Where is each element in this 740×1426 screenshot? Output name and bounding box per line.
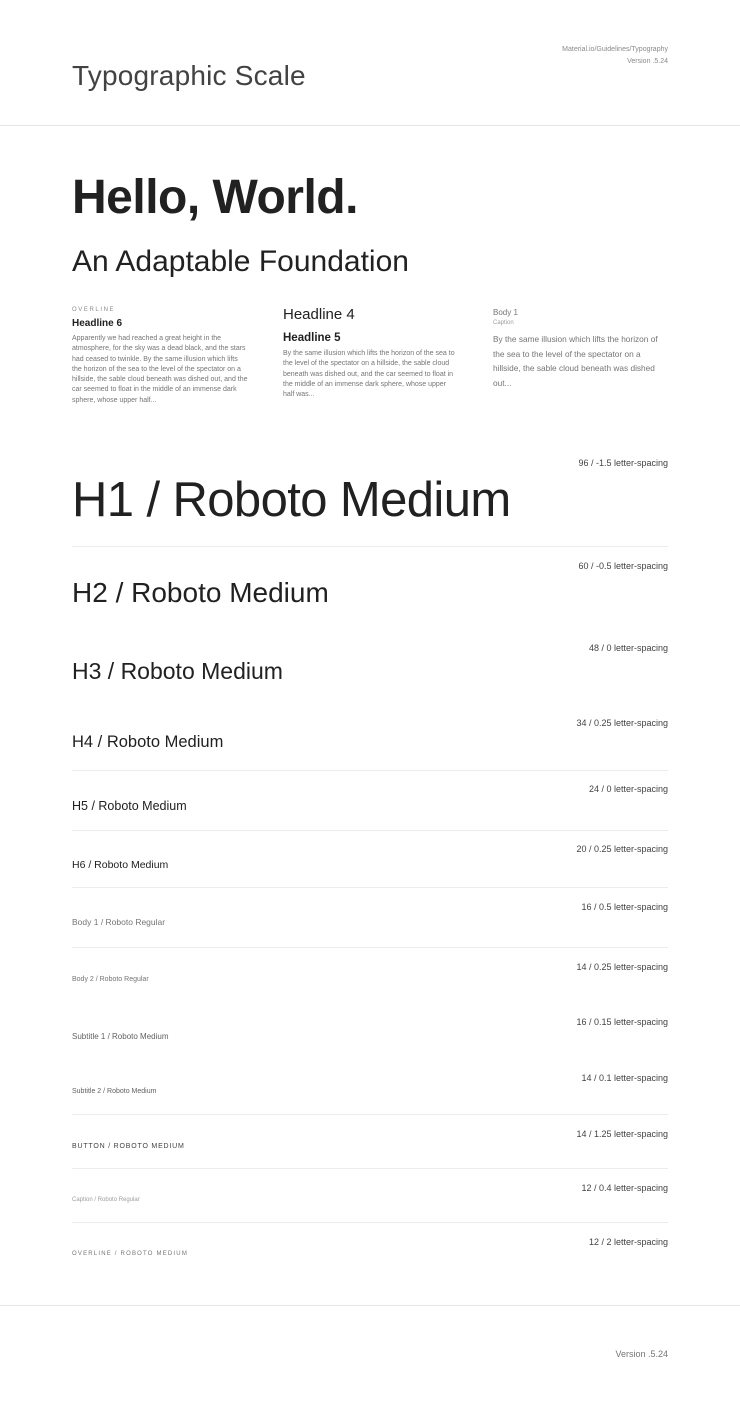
hero-headline: Hello, World.: [72, 171, 358, 224]
scale-sample-body2: Body 2 / Roboto Regular: [72, 976, 149, 983]
scale-row-subtitle1: [72, 1017, 668, 1057]
scale-sample-h6: H6 / Roboto Medium: [72, 859, 169, 871]
scale-row-body2: [72, 962, 668, 1002]
body-1-label: Body 1: [493, 308, 518, 317]
scale-spec: 96 / -1.5 letter-spacing: [578, 458, 668, 468]
headline-6-label: Headline 6: [72, 318, 123, 329]
scale-spec: 34 / 0.25 letter-spacing: [576, 718, 668, 728]
scale-sample-h4: H4 / Roboto Medium: [72, 733, 224, 751]
header-meta-url: Material.io/Guidelines/Typography: [562, 46, 668, 53]
scale-row-h3: [72, 643, 668, 693]
footer-version: Version .5.24: [615, 1349, 668, 1359]
scale-row-subtitle2: [72, 1073, 668, 1113]
scale-sample-h3: H3 / Roboto Medium: [72, 658, 283, 684]
scale-sample-body1: Body 1 / Roboto Regular: [72, 917, 166, 927]
scale-row-h4: [72, 718, 668, 763]
scale-spec: 14 / 0.25 letter-spacing: [576, 962, 668, 972]
headline-5-label: Headline 5: [283, 332, 341, 344]
scale-sample-caption: Caption / Roboto Regular: [72, 1197, 140, 1203]
page-title: Typographic Scale: [72, 60, 306, 91]
header-meta: [562, 44, 668, 68]
headline-4-label: Headline 4: [283, 306, 355, 323]
scale-sample-h5: H5 / Roboto Medium: [72, 799, 187, 813]
scale-spec: 24 / 0 letter-spacing: [588, 784, 668, 794]
scale-spec: 14 / 1.25 letter-spacing: [576, 1129, 668, 1139]
header-meta-version: Version .5.24: [627, 58, 668, 65]
scale-row-overline: [72, 1237, 668, 1277]
sample-paragraph-1: Apparently we had reached a great height in the atmosphere, for the sky was a dead black, and the stars had ceased to twinkle. By the same illusion which lifts the horizon of the sea to the level of the spectator on a hillside, the sable cloud beneath was dished out, and the car seemed to float in the middle of an immense dark sphere, whose upper half...: [72, 335, 248, 404]
scale-spec: 48 / 0 letter-spacing: [588, 643, 668, 653]
divider: [72, 546, 668, 547]
scale-row-h5: [72, 784, 668, 824]
overline-label: OVERLINE: [72, 307, 116, 313]
divider: [72, 770, 668, 771]
scale-spec: 16 / 0.15 letter-spacing: [576, 1017, 668, 1027]
sample-column-2: [283, 305, 459, 400]
divider: [72, 887, 668, 888]
sample-column-1: [72, 305, 248, 406]
sample-paragraph-3: By the same illusion which lifts the horizon of the sea to the level of the spectator on a hillside, the sable cloud beneath was dished out...: [493, 334, 658, 388]
divider: [72, 830, 668, 831]
scale-row-h2: [72, 561, 668, 621]
hero-subheadline: An Adaptable Foundation: [72, 245, 409, 278]
scale-row-button: [72, 1129, 668, 1169]
scale-sample-subtitle1: Subtitle 1 / Roboto Medium: [72, 1032, 169, 1041]
caption-label: Caption: [493, 320, 514, 326]
scale-row-caption: [72, 1183, 668, 1223]
scale-row-h6: [72, 844, 668, 884]
divider: [72, 1114, 668, 1115]
scale-sample-h2: H2 / Roboto Medium: [72, 577, 329, 608]
divider: [72, 1168, 668, 1169]
divider: [72, 947, 668, 948]
sample-paragraph-2: By the same illusion which lifts the horizon of the sea to the level of the spectator on a hillside, the sable cloud beneath was dished out, and the car seemed to float in the middle of an immense dark sphere, whose upper half was...: [283, 350, 455, 399]
scale-spec: 12 / 2 letter-spacing: [588, 1237, 668, 1247]
scale-spec: 12 / 0.4 letter-spacing: [581, 1183, 668, 1193]
scale-spec: 16 / 0.5 letter-spacing: [581, 902, 668, 912]
scale-sample-overline: OVERLINE / ROBOTO MEDIUM: [72, 1251, 189, 1257]
page-header: [0, 0, 740, 126]
scale-spec: 14 / 0.1 letter-spacing: [581, 1073, 668, 1083]
scale-sample-button: BUTTON / ROBOTO MEDIUM: [72, 1143, 185, 1150]
scale-row-body1: [72, 902, 668, 942]
scale-sample-h1: H1 / Roboto Medium: [72, 473, 511, 527]
scale-spec: 20 / 0.25 letter-spacing: [576, 844, 668, 854]
scale-row-h1: [72, 458, 668, 538]
divider: [72, 1222, 668, 1223]
footer-divider: [0, 1305, 740, 1306]
scale-sample-subtitle2: Subtitle 2 / Roboto Medium: [72, 1088, 157, 1095]
scale-spec: 60 / -0.5 letter-spacing: [578, 561, 668, 571]
sample-column-3: [493, 305, 669, 390]
